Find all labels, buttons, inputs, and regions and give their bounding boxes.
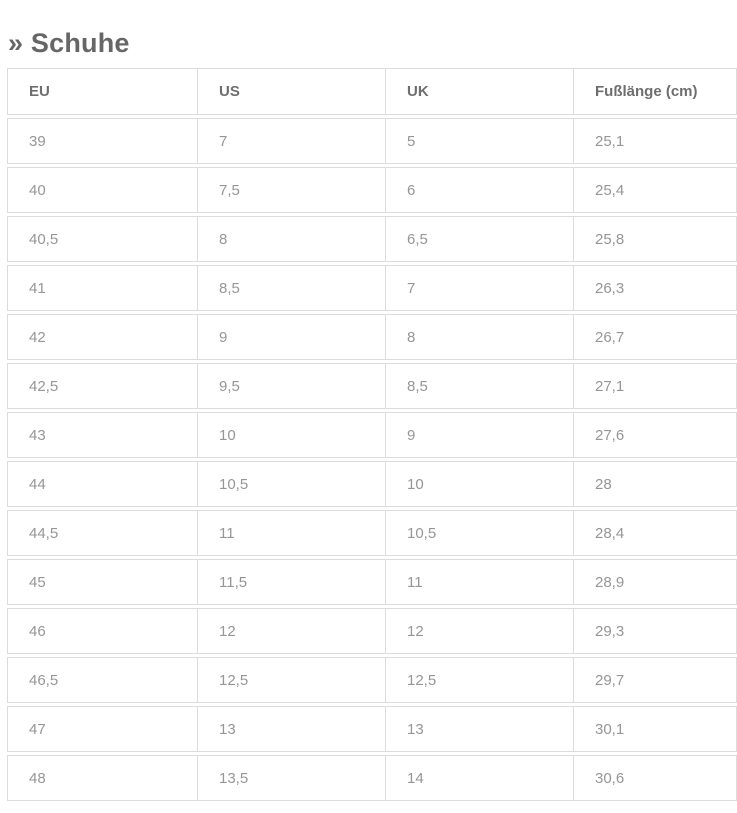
table-cell: 7 xyxy=(385,265,573,311)
table-cell: 12,5 xyxy=(197,657,385,703)
table-cell: 13 xyxy=(197,706,385,752)
table-cell: 11,5 xyxy=(197,559,385,605)
table-row xyxy=(7,412,737,458)
table-cell: 9,5 xyxy=(197,363,385,409)
table-cell: 27,1 xyxy=(573,363,737,409)
table-row xyxy=(7,118,737,164)
table-cell: 8 xyxy=(385,314,573,360)
table-cell: 14 xyxy=(385,755,573,801)
table-cell: 42 xyxy=(7,314,197,360)
table-cell: 8,5 xyxy=(385,363,573,409)
table-row xyxy=(7,559,737,605)
table-cell: 7 xyxy=(197,118,385,164)
shoe-size-table xyxy=(7,65,737,804)
table-cell: 26,7 xyxy=(573,314,737,360)
table-cell: 6,5 xyxy=(385,216,573,262)
table-cell: 46,5 xyxy=(7,657,197,703)
table-header xyxy=(7,68,737,115)
table-row xyxy=(7,461,737,507)
table-cell: 10 xyxy=(197,412,385,458)
table-cell: 13 xyxy=(385,706,573,752)
table-row xyxy=(7,657,737,703)
table-cell: 40 xyxy=(7,167,197,213)
table-cell: 10,5 xyxy=(385,510,573,556)
size-table-body xyxy=(7,118,737,801)
table-cell: 10,5 xyxy=(197,461,385,507)
table-cell: 42,5 xyxy=(7,363,197,409)
table-cell: 11 xyxy=(385,559,573,605)
table-cell: 29,7 xyxy=(573,657,737,703)
header-row xyxy=(7,68,737,115)
table-cell: 29,3 xyxy=(573,608,737,654)
column-header-footlength: Fußlänge (cm) xyxy=(573,68,737,115)
table-cell: 8 xyxy=(197,216,385,262)
table-cell: 43 xyxy=(7,412,197,458)
table-cell: 25,4 xyxy=(573,167,737,213)
table-cell: 40,5 xyxy=(7,216,197,262)
table-cell: 44 xyxy=(7,461,197,507)
table-cell: 7,5 xyxy=(197,167,385,213)
table-row xyxy=(7,363,737,409)
table-cell: 11 xyxy=(197,510,385,556)
table-row xyxy=(7,608,737,654)
page-title: » Schuhe xyxy=(8,28,130,58)
table-cell: 10 xyxy=(385,461,573,507)
table-row xyxy=(7,216,737,262)
column-header-uk: UK xyxy=(385,68,573,115)
table-cell: 30,1 xyxy=(573,706,737,752)
table-cell: 25,1 xyxy=(573,118,737,164)
table-row xyxy=(7,510,737,556)
table-cell: 8,5 xyxy=(197,265,385,311)
table-cell: 26,3 xyxy=(573,265,737,311)
table-cell: 9 xyxy=(385,412,573,458)
table-row xyxy=(7,167,737,213)
table-cell: 47 xyxy=(7,706,197,752)
table-cell: 28 xyxy=(573,461,737,507)
table-cell: 46 xyxy=(7,608,197,654)
table-cell: 27,6 xyxy=(573,412,737,458)
table-cell: 41 xyxy=(7,265,197,311)
column-header-us: US xyxy=(197,68,385,115)
table-row xyxy=(7,755,737,801)
table-cell: 30,6 xyxy=(573,755,737,801)
table-row xyxy=(7,706,737,752)
table-row xyxy=(7,314,737,360)
table-cell: 25,8 xyxy=(573,216,737,262)
table-cell: 13,5 xyxy=(197,755,385,801)
table-cell: 28,9 xyxy=(573,559,737,605)
table-cell: 6 xyxy=(385,167,573,213)
table-cell: 12 xyxy=(197,608,385,654)
table-cell: 48 xyxy=(7,755,197,801)
table-cell: 5 xyxy=(385,118,573,164)
table-cell: 39 xyxy=(7,118,197,164)
table-cell: 28,4 xyxy=(573,510,737,556)
table-cell: 12,5 xyxy=(385,657,573,703)
column-header-eu: EU xyxy=(7,68,197,115)
table-cell: 44,5 xyxy=(7,510,197,556)
table-cell: 12 xyxy=(385,608,573,654)
table-row xyxy=(7,265,737,311)
table-cell: 45 xyxy=(7,559,197,605)
table-cell: 9 xyxy=(197,314,385,360)
